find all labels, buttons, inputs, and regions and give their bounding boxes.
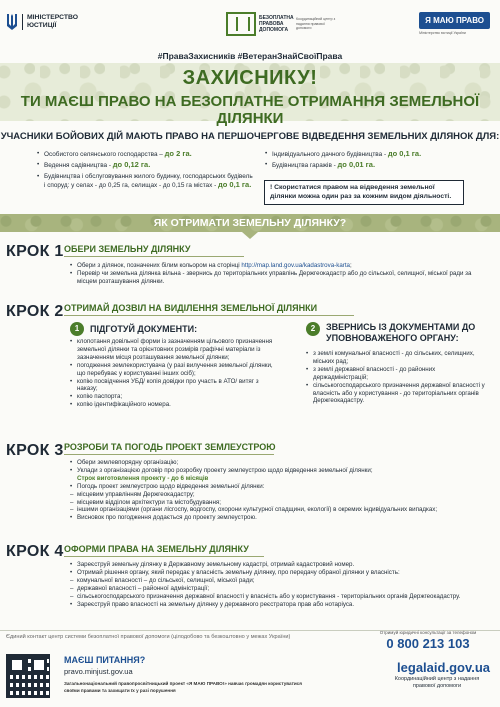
substep-1-badge: 1 <box>70 322 84 336</box>
divider <box>64 556 264 557</box>
qr-code-icon[interactable] <box>6 654 50 698</box>
list-item: • клопотання довільної форми із зазначенням цільового призначення земельної ділянки та орієнтовних розмірів графічні матеріали із зазначенням місця розташування земельної ділянки; <box>70 338 280 362</box>
item-text: Будівництва і обслуговування жилого будинку, господарських будівель і споруд: у селах - до 0,25 га, селищах - до 0,15 га містах - <box>44 172 253 190</box>
how-to-banner <box>0 214 500 232</box>
item-text: Особистого селянського господарства – <box>44 151 165 158</box>
item-text: Будівництва гаражів - <box>272 162 338 170</box>
how-to-heading: ЯК ОТРИМАТИ ЗЕМЕЛЬНУ ДІЛЯНКУ? <box>153 217 347 229</box>
bpd-line1: БЕЗОПЛАТНА <box>259 15 294 21</box>
participants-list-left <box>36 150 254 193</box>
step-3-title: РОЗРОБИ ТА ПОГОДЬ ПРОЕКТ ЗЕМЛЕУСТРОЮ <box>64 442 276 452</box>
list-item: – державної власності – районної адміністрації; <box>70 585 490 593</box>
rights-logo-subtitle: Міністерство юстиції України <box>419 31 466 35</box>
item-value: до 2 га. <box>164 149 192 158</box>
bpd-subtitle: Координаційний центр з надання правової допомоги <box>296 17 336 31</box>
hotline-note: Єдиний контакт центр системи безоплатної правової допомоги (цілодобово та безкоштовно у межах України) <box>6 634 291 640</box>
list-item: • Уклади з організацією договір про розробку проекту землеустрою щодо відведення земельної ділянки; <box>70 467 490 475</box>
list-item <box>70 262 480 270</box>
one-time-notice: ! Скористатися правом на відведення земельної ділянки можна один раз за кожним видом діяльності. <box>264 180 464 205</box>
i-have-right-logo <box>419 12 490 35</box>
step-1-title: ОБЕРИ ЗЕМЕЛЬНУ ДІЛЯНКУ <box>64 244 191 254</box>
list-item <box>264 161 464 170</box>
ministry-logo <box>6 13 78 31</box>
item-text: Обери з ділянок, позначених білим кольором на сторінці <box>77 262 242 269</box>
substep-1-title: ПІДГОТУЙ ДОКУМЕНТИ: <box>90 324 198 334</box>
list-item <box>264 150 464 159</box>
list-item: • копію посвідчення УБД/ копія довідки про участь в АТО/ витяг з наказу; <box>70 378 280 394</box>
divider <box>64 454 274 455</box>
hashtags: #ПраваЗахисників #ВетеранЗнайСвоїПрава <box>157 51 343 61</box>
list-item: • Погодь проект землеустрою щодо відведення земельної ділянки: <box>70 483 490 491</box>
phone-label: Отримуй юридичні консультації за телефоном <box>379 630 477 635</box>
documents-list <box>70 338 280 409</box>
list-item: • з землі державної власності - до районних держадміністрацій; <box>306 366 486 382</box>
list-item <box>36 150 254 159</box>
item-value: до 0,1 га. <box>218 180 252 190</box>
list-item <box>36 161 254 170</box>
participants-heading: УЧАСНИКИ БОЙОВИХ ДІЙ МАЮТЬ ПРАВО НА ПЕРШОЧЕРГОВЕ ВІДВЕДЕННЯ ЗЕМЕЛЬНИХ ДІЛЯНОК ДЛЯ: <box>0 131 500 142</box>
list-item: • Висновок про погодження додається до проекту землеустрою. <box>70 514 490 522</box>
participants-list-right <box>264 150 464 173</box>
ministry-name <box>22 14 78 30</box>
ministry-line1: МІНІСТЕРСТВО <box>27 14 79 21</box>
bpd-line3: ДОПОМОГА <box>259 27 289 33</box>
title-sub: ТИ МАЄШ ПРАВО НА БЕЗОПЛАТНЕ ОТРИМАННЯ ЗЕМЕЛЬНОЇ ДІЛЯНКИ <box>20 93 480 127</box>
ministry-line2: ЮСТИЦІЇ <box>27 22 57 29</box>
list-item: – місцевим відділом архітектури та містобудування; <box>70 499 490 507</box>
item-text: Індивідуального дачного будівництва - <box>272 151 388 158</box>
list-item: – місцевим управлінням Держгеокадастру; <box>70 491 490 499</box>
bpd-line2: ПРАВОВА <box>259 21 284 27</box>
rights-logo-text: Я МАЮ ПРАВО <box>419 12 490 29</box>
list-item: – сільськогосподарського призначення державної власності у власність або у користування - територіальних органів Держгеокадастру. <box>70 593 490 601</box>
list-item: • копію ідентифікаційного номера. <box>70 401 280 409</box>
list-item: – іншими організаціями (органи лісгоспу, водгоспу, охорони культурної спадщини, екології) в окремих індивідуальних випадках; <box>70 506 490 514</box>
divider <box>64 256 244 257</box>
header <box>0 0 500 50</box>
list-item: • Зареєструй земельну ділянку в Державному земельному кадастрі, отримай кадастровий номер. <box>70 561 490 569</box>
list-item: • погодження землекористувача (у разі вилучення земельної ділянки, що перебуває у користуванні інших осіб); <box>70 362 280 378</box>
list-item <box>70 270 480 286</box>
item-text: Перевір чи земельна ділянка вільна - звернись до територіальних управлінь Держгеокадастр або до сільської, селищної, міської ради за місцем розташування ділянки. <box>77 269 472 285</box>
list-item: • з землі комунальної власності - до сільських, селищних, міських рад; <box>306 350 486 366</box>
title-main: ЗАХИСНИКУ! <box>182 67 318 89</box>
free-legal-aid-logo <box>226 12 336 36</box>
list-item: • сільськогосподарського призначення державної власності у власність або у користування - до територіальних органів Держгеокадастру. <box>306 382 486 406</box>
project-note: Загальнонаціональний правопросвітницький проект «Я МАЮ ПРАВО!» навчає громадян користуватися своїми правами та захищати їх у разі порушення <box>64 681 302 693</box>
title-banner <box>0 63 500 127</box>
hotline-phone[interactable]: 0 800 213 103 <box>386 636 470 651</box>
list-item: • Отримай рішення органу, який передає у власність земельну ділянку, про передачу обраної ділянки у власність: <box>70 569 490 577</box>
item-value: до 0,12 га. <box>112 160 151 170</box>
questions-title: МАЄШ ПИТАННЯ? <box>64 655 146 665</box>
pravo-link[interactable]: pravo.minjust.gov.ua <box>64 667 133 676</box>
item-value: до 0,1 га. <box>387 149 422 158</box>
step-4-label: КРОК 4 <box>6 543 64 560</box>
deadline-note: Строк виготовлення проекту - до 6 місяців <box>77 474 209 482</box>
list-item: • Обери землевпорядну організацію; <box>70 459 490 467</box>
step-3-list <box>70 459 490 522</box>
cadastral-map-link[interactable]: http://map.land.gov.ua/kadastrova-karta <box>241 262 350 269</box>
step-4-list <box>70 561 490 608</box>
divider <box>64 315 354 316</box>
authorities-list <box>306 350 486 405</box>
list-item: • Зареєструй право власності на земельну ділянку у державного реєстратора прав або нотаріуса. <box>70 601 490 609</box>
trident-icon <box>6 13 18 31</box>
item-value: до 0,01 га. <box>337 160 376 170</box>
list-item <box>36 173 254 191</box>
step-2-title: ОТРИМАЙ ДОЗВІЛ НА ВИДІЛЕННЯ ЗЕМЕЛЬНОЇ ДІЛЯНКИ <box>64 303 318 313</box>
step-1-label: КРОК 1 <box>6 243 64 260</box>
bpd-mark-icon <box>226 12 256 36</box>
coordination-center: Координаційний центр з надання правової допомоги <box>394 676 480 689</box>
banner-arrow-icon <box>242 232 258 239</box>
step-4-title: ОФОРМИ ПРАВА НА ЗЕМЕЛЬНУ ДІЛЯНКУ <box>64 544 249 554</box>
substep-2-badge: 2 <box>306 322 320 336</box>
bpd-name <box>259 15 293 33</box>
legalaid-link[interactable]: legalaid.gov.ua <box>397 660 490 675</box>
substep-2-title: ЗВЕРНИСЬ ІЗ ДОКУМЕНТАМИ ДО УПОВНОВАЖЕНОГО ОРГАНУ: <box>326 322 476 343</box>
list-item: • копію паспорта; <box>70 393 280 401</box>
item-text-after: ; <box>349 262 352 269</box>
step-3-label: КРОК 3 <box>6 442 64 459</box>
list-item: – комунальної власності – до сільської, селищної, міської ради; <box>70 577 490 585</box>
step-1-list <box>70 262 480 286</box>
step-2-label: КРОК 2 <box>6 303 64 320</box>
item-text: Ведення садівництва - <box>44 162 113 170</box>
